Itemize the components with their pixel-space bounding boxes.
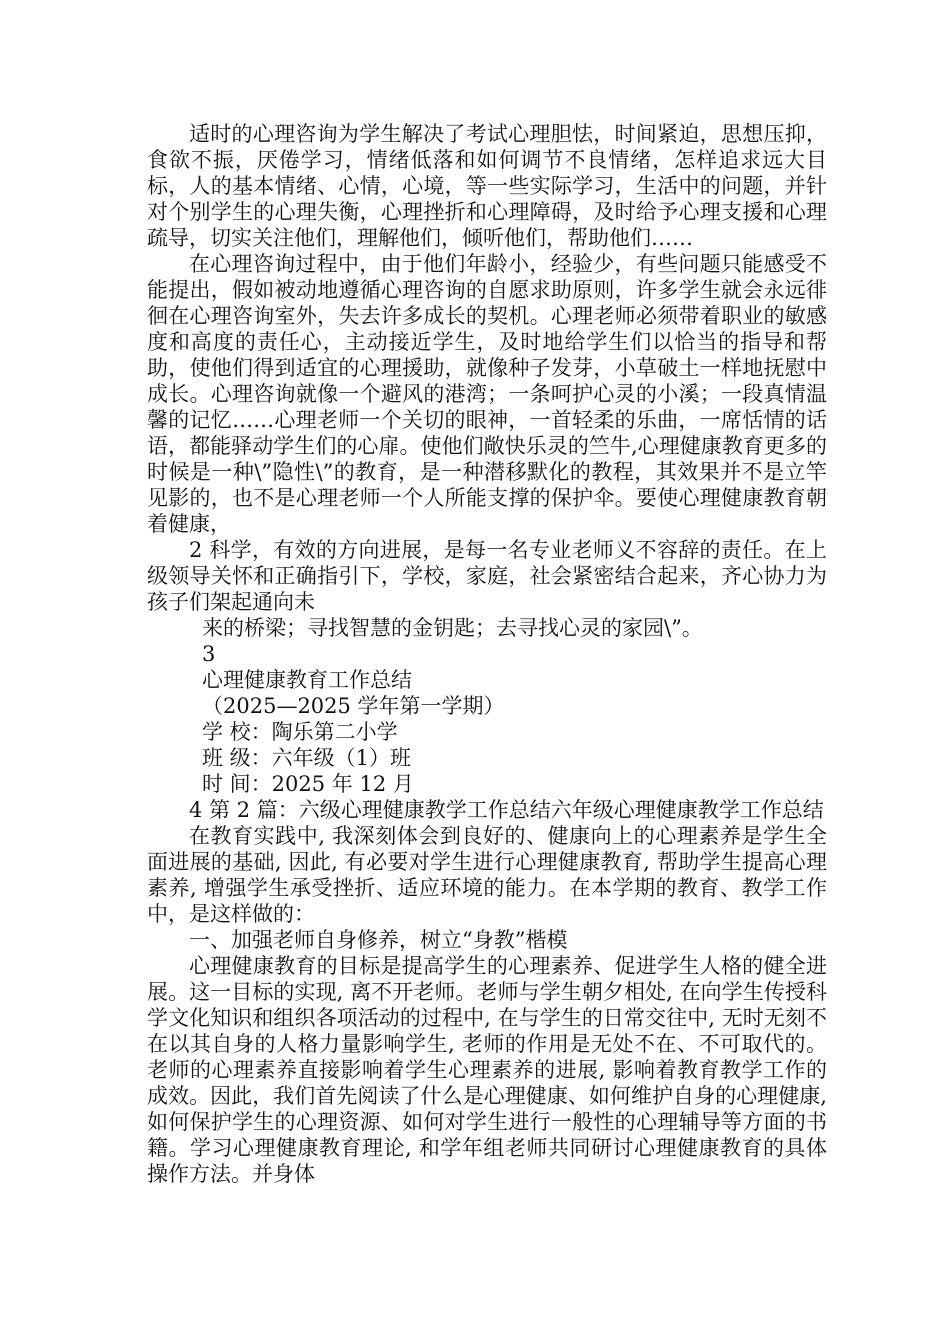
section-heading-2: 4 第 2 篇：六级心理健康教学工作总结六年级心理健康教学工作总结 <box>189 798 824 822</box>
class-line: 班 级：六年级（1）班 <box>202 746 412 770</box>
school-line: 学 校：陶乐第二小学 <box>202 720 398 744</box>
document-page <box>147 121 827 1187</box>
time-line: 时 间：2025 年 12 月 <box>202 772 414 796</box>
page-number: 3 <box>202 642 216 666</box>
paragraph-7: 心理健康教育的目标是提高学生的心理素养、促进学生人格的健全进展。这一目标的实现, 离不开老师。老师与学生朝夕相处, 在向学生传授科学文化知识和组织各项活动的过程中, 在与学生的日常交往中, 无时无刻不在以其自身的人格力量影响学生, 老师的作用是无处不在、不可取代的。老师的心理素养直接影响着学生心理素养的进展, 影响着教育教学工作的成效。因此，我们首先阅读了什么是心理健康、如何维护自身的心理健康, 如何保护学生的心理资源、如何对学生进行一般性的心理辅导等方面的书籍。学习心理健康教育理论, 和学年组老师共同研讨心理健康教育的具体操作方法。并身体 <box>147 954 827 1186</box>
paragraph-6: 在教育实践中, 我深刻体会到良好的、健康向上的心理素养是学生全面进展的基础, 因此, 有必要对学生进行心理健康教育, 帮助学生提高心理素养, 增强学生承受挫折、适应环境的能力。在本学期的教育、教学工作中，是这样做的： <box>147 824 827 926</box>
term-line: （2025—2025 学年第一学期） <box>202 694 505 718</box>
paragraph-3: 2 科学，有效的方向进展，是每一名专业老师义不容辞的责任。在上级领导关怀和正确指引下，学校，家庭，社会紧密结合起来，齐心协力为孩子们架起通向未 <box>147 538 827 614</box>
paragraph-4: 来的桥梁；寻找智慧的金钥匙；去寻找心灵的家园\”。 <box>202 616 703 640</box>
subheading-1: 一、加强老师自身修养，树立“身教”楷模 <box>189 928 568 952</box>
document-title: 心理健康教育工作总结 <box>202 668 412 692</box>
paragraph-1: 适时的心理咨询为学生解决了考试心理胆怯，时间紧迫，思想压抑，食欲不振，厌倦学习，情绪低落和如何调节不良情绪，怎样追求远大目标，人的基本情绪、心情，心境，等一些实际学习，生活中的问题，并针对个别学生的心理失衡，心理挫折和心理障碍，及时给予心理支援和心理疏导，切实关注他们，理解他们，倾听他们，帮助他们…… <box>147 122 827 250</box>
paragraph-2: 在心理咨询过程中，由于他们年龄小，经验少，有些问题只能感受不能提出，假如被动地遵循心理咨询的自愿求助原则，许多学生就会永远徘徊在心理咨询室外，失去许多成长的契机。心理老师必须带着职业的敏感度和高度的责任心，主动接近学生，及时地给学生们以恰当的指导和帮助，使他们得到适宜的心理援助，就像种子发芽，小草破土一样地抚慰中成长。心理咨询就像一个避风的港湾；一条呵护心灵的小溪；一段真情温馨的记忆……心理老师一个关切的眼神，一首轻柔的乐曲，一席恬情的话语，都能驿动学生们的心扉。使他们敞快乐灵的竺牛,心理健康教育更多的时候是一种\”隐性\”的教育，是一种潜移默化的教程，其效果并不是立竿见影的，也不是心理老师一个人所能支撑的保护伞。要使心理健康教育朝着健康， <box>147 252 827 536</box>
